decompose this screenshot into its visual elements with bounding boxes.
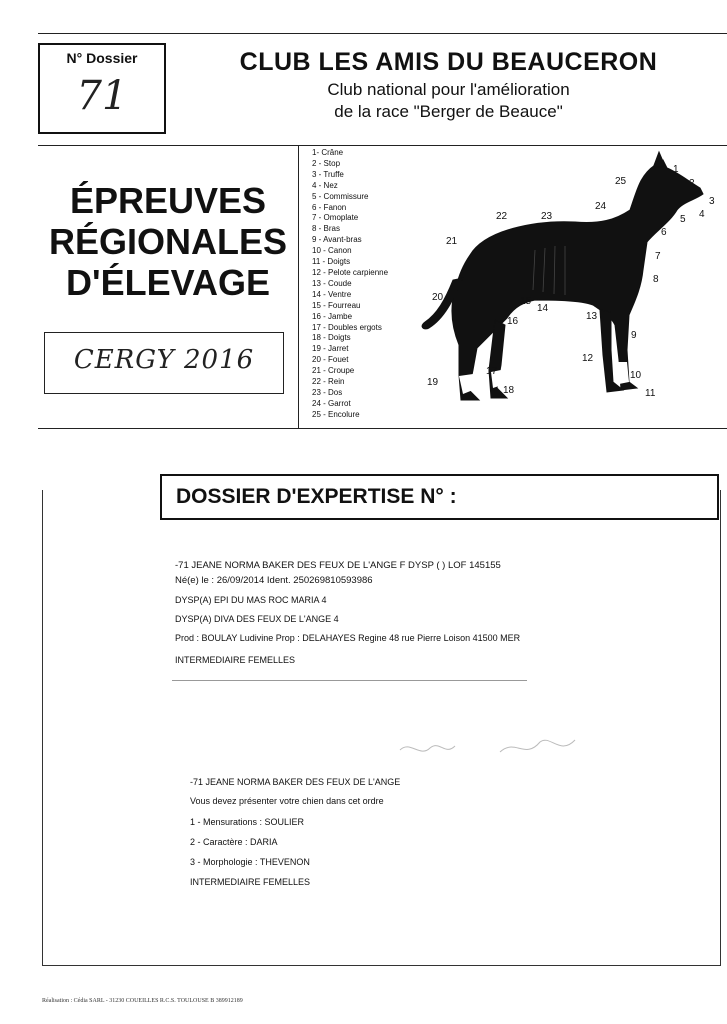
dog-identity-line: -71 JEANE NORMA BAKER DES FEUX DE L'ANGE F DYSP ( ) LOF 145155: [175, 560, 501, 571]
anatomy-part-item: 6 - Fanon: [312, 202, 347, 212]
anatomy-part-item: 20 - Fouet: [312, 355, 349, 365]
diagram-number-5: 5: [680, 214, 686, 225]
diagram-number-16: 16: [507, 316, 519, 327]
diagram-number-21: 21: [446, 236, 458, 247]
anatomy-part-item: 19 - Jarret: [312, 344, 349, 354]
dossier-number-box: [38, 43, 166, 134]
dog-birth-line: Né(e) le : 26/09/2014 Ident. 250269810593986: [175, 575, 373, 586]
diagram-number-2: 2: [689, 178, 695, 189]
location-box: [44, 332, 284, 394]
diagram-number-13: 13: [586, 311, 598, 322]
club-subtitle-1: Club national pour l'amélioration: [327, 80, 570, 99]
anatomy-part-item: 5 - Commissure: [312, 191, 369, 201]
diagram-number-1: 1: [673, 164, 679, 175]
dossier-number: 71: [76, 73, 128, 119]
anatomy-part-item: 21 - Croupe: [312, 366, 355, 376]
diagram-number-10: 10: [630, 370, 642, 381]
expertise-title: DOSSIER D'EXPERTISE N° :: [176, 485, 457, 508]
section-rule-top: [38, 145, 727, 146]
diagram-number-11: 11: [645, 388, 656, 399]
diagram-number-15: 15: [520, 296, 532, 307]
faint-signature: [390, 730, 590, 770]
dog-sire: DYSP(A) EPI DU MAS ROC MARIA 4: [175, 595, 327, 605]
presentation-order-intro: Vous devez présenter votre chien dans cet ordre: [190, 796, 384, 806]
location-handwritten: CERGY 2016: [73, 345, 255, 375]
diagram-number-3: 3: [709, 196, 715, 207]
top-rule: [38, 33, 727, 34]
dog-dam: DYSP(A) DIVA DES FEUX DE L'ANGE 4: [175, 614, 339, 624]
anatomy-part-item: 3 - Truffe: [312, 169, 344, 179]
diagram-number-9: 9: [631, 330, 637, 341]
dog-identity-line-2: -71 JEANE NORMA BAKER DES FEUX DE L'ANGE: [190, 777, 401, 787]
diagram-number-4: 4: [699, 209, 705, 220]
anatomy-part-item: 8 - Bras: [312, 224, 341, 234]
anatomy-part-item: 22 - Rein: [312, 377, 345, 387]
diagram-number-24: 24: [595, 201, 607, 212]
anatomy-part-item: 1- Crâne: [312, 148, 344, 157]
diagram-number-17: 17: [486, 366, 498, 377]
anatomy-part-item: 7 - Omoplate: [312, 213, 359, 223]
diagram-number-14: 14: [537, 303, 549, 314]
anatomy-part-item: 2 - Stop: [312, 158, 341, 168]
expertise-title-box: [160, 474, 719, 520]
event-title-line-2: RÉGIONALES: [48, 221, 288, 262]
anatomy-part-item: 10 - Canon: [312, 246, 352, 256]
dog-anatomy-diagram: [415, 150, 715, 420]
order-step-3: 3 - Morphologie : THEVENON: [190, 857, 310, 867]
diagram-number-25: 25: [615, 176, 627, 187]
diagram-number-18: 18: [503, 385, 515, 396]
diagram-number-12: 12: [582, 353, 594, 364]
anatomy-part-item: 14 - Ventre: [312, 289, 352, 299]
diagram-number-8: 8: [653, 274, 659, 285]
diagram-number-7: 7: [655, 251, 661, 262]
club-subtitle-2: de la race "Berger de Beauce": [334, 102, 563, 121]
anatomy-part-item: 12 - Pelote carpienne: [312, 267, 389, 277]
section-rule-bottom: [38, 428, 727, 429]
dossier-label: N° Dossier: [66, 50, 138, 66]
diagram-number-19: 19: [427, 377, 439, 388]
anatomy-part-item: 17 - Doubles ergots: [312, 322, 382, 332]
footer-credit: Réalisation : Cédia SARL - 31230 COUEILLES R.C.S. TOULOUSE B 389912189: [42, 998, 243, 1004]
entry-separator: [172, 680, 527, 681]
order-step-1: 1 - Mensurations : SOULIER: [190, 817, 305, 827]
anatomy-part-item: 24 - Garrot: [312, 398, 351, 408]
section-divider: [298, 145, 299, 428]
event-title-line-1: ÉPREUVES: [69, 180, 267, 221]
anatomy-part-item: 23 - Dos: [312, 387, 343, 397]
diagram-number-6: 6: [661, 227, 667, 238]
diagram-number-23: 23: [541, 211, 553, 222]
diagram-number-22: 22: [496, 211, 508, 222]
anatomy-part-item: 18 - Doigts: [312, 333, 351, 343]
anatomy-part-item: 25 - Encolure: [312, 409, 360, 419]
anatomy-part-item: 16 - Jambe: [312, 311, 353, 321]
order-step-2: 2 - Caractère : DARIA: [190, 837, 278, 847]
dog-class-1: INTERMEDIAIRE FEMELLES: [175, 655, 296, 665]
dog-class-2: INTERMEDIAIRE FEMELLES: [190, 877, 311, 887]
diagram-number-20: 20: [432, 292, 444, 303]
anatomy-part-item: 11 - Doigts: [312, 257, 351, 267]
dog-owners: Prod : BOULAY Ludivine Prop : DELAHAYES Regine 48 rue Pierre Loison 41500 MER: [175, 633, 521, 643]
anatomy-part-item: 15 - Fourreau: [312, 300, 361, 310]
event-title-line-3: D'ÉLEVAGE: [66, 262, 270, 303]
club-title: CLUB LES AMIS DU BEAUCERON: [239, 48, 658, 76]
anatomy-part-item: 9 - Avant-bras: [312, 235, 362, 245]
anatomy-part-item: 13 - Coude: [312, 278, 352, 288]
anatomy-parts-list: [312, 148, 388, 421]
anatomy-part-item: 4 - Nez: [312, 180, 338, 190]
